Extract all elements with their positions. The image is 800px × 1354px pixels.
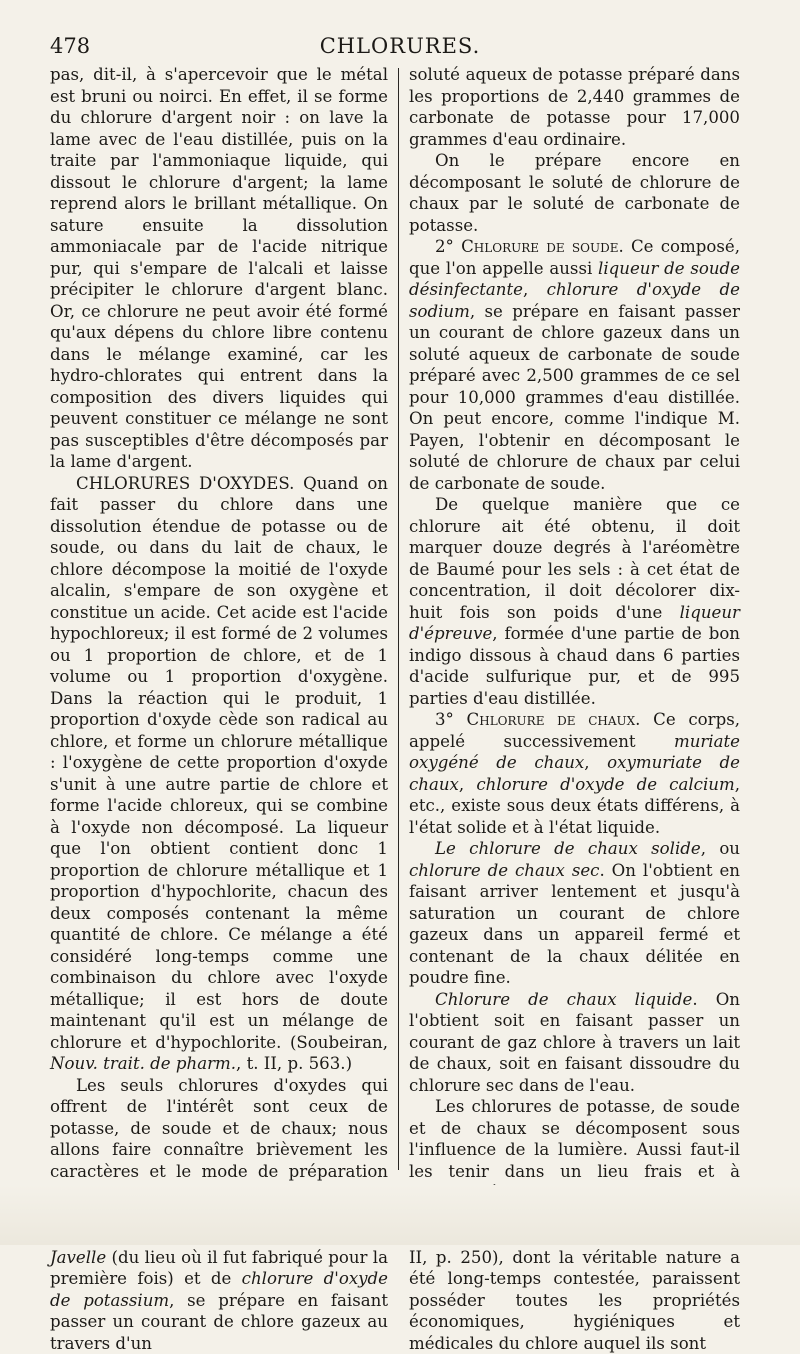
right-column — [409, 64, 740, 1214]
paragraph: Javelle (du lieu où il fut fabriqué pour la première fois) et de chlorure d'oxyde de potassium, se prépare en faisant passer un courant de chlore gazeux au travers d'un — [50, 1204, 388, 1354]
subsection-heading: Chlorure de chaux. — [467, 710, 641, 729]
paragraph: soluté aqueux de potasse préparé dans les proportions de 2,440 grammes de carbonate de potasse pour 17,000 grammes d'eau ordinaire. — [409, 64, 740, 150]
paragraph: CHLORURES D'OXYDES. Quand on fait passer du chlore dans une dissolution étendue de potasse ou de soude, ou dans du lait de chaux, le chlore décompose la moitié de l'oxyde alcalin, s'empare de son oxygène et constitue un acide. Cet acide est l'acide hypochloreux; il est formé de 2 volumes ou 1 proportion de chlore, et de 1 volume ou 1 proportion d'oxygène. Dans la réaction qui le produit, 1 proportion d'oxyde cède son radical au chlore, et forme un chlorure métallique : l'oxygène de cette proportion d'oxyde s'unit à une autre partie de chlore et forme l'acide chloreux, qui se combine à l'oxyde non décomposé. La liqueur que l'on obtient contient donc 1 proportion de chlorure métallique et 1 proportion d'hypochlorite, chacun des deux composés contenant la même quantité de chlore. Ce mélange a été considéré long-temps comme une combinaison du chlore avec l'oxyde métallique; il est hors de doute maintenant qu'il est un mélange de chlorure et d'hypochlorite. (Soubeiran, Nouv. trait. de pharm., t. II, p. 563.) — [50, 473, 388, 1075]
subsection-heading: Chlorure de soude. — [461, 237, 624, 256]
paragraph: On le prépare encore en décomposant le soluté de chlorure de chaux par le soluté de carbonate de potasse. — [409, 150, 740, 236]
paragraph: Le chlorure de chaux solide, ou chlorure de chaux sec. On l'obtient en faisant arriver lentement et jusqu'à saturation un courant de chlore gazeux dans un appareil fermé et contenant de la chaux délitée en poudre fine. — [409, 838, 740, 989]
left-column — [50, 64, 388, 1214]
running-title: CHLORURES. — [50, 34, 750, 58]
paragraph: II, p. 250), dont la véritable nature a été long-temps contestée, paraissent posséder toutes les propriétés économiques, hygiéniques et médicales du chlore auquel ils sont — [409, 1204, 740, 1354]
paragraph: De quelque manière que ce chlorure ait été obtenu, il doit marquer douze degrés à l'aréomètre de Baumé pour les sels : à cet état de concentration, il doit décolorer dix-huit fois son poids d'une liqueur d'épreuve, formée d'une partie de bon indigo dissous à chaud dans 6 parties d'acide sulfurique pur, et de 995 parties d'eau distillée. — [409, 494, 740, 709]
paragraph: 3° Chlorure de chaux. Ce corps, appelé successivement muriate oxygéné de chaux, oxymuriate de chaux, chlorure d'oxyde de calcium, etc., existe sous deux états différens, à l'état solide et à l'état liquide. — [409, 709, 740, 838]
section-heading: CHLORURES D'OXYDES. — [76, 474, 294, 493]
paragraph: Chlorure de chaux liquide. On l'obtient soit en faisant passer un courant de gaz chlore à travers un lait de chaux, soit en faisant dissoudre du chlorure sec dans de l'eau. — [409, 989, 740, 1097]
paragraph: Les chlorures de potasse, de soude et de chaux se décomposent sous l'influence de la lumière. Aussi faut-il les tenir dans un lieu frais et à — [409, 1096, 740, 1204]
paragraph: Les seuls chlorures d'oxydes qui offrent de l'intérêt sont ceux de potasse, de soude et de chaux; nous allons faire connaître brièvement les caractères et le mode de préparation — [50, 1075, 388, 1204]
page-bottom-margin — [0, 1185, 800, 1245]
page-number: 478 — [50, 34, 90, 58]
page-header — [50, 30, 750, 64]
column-rule — [398, 68, 399, 1170]
paragraph: 2° Chlorure de soude. Ce composé, que l'on appelle aussi liqueur de soude désinfectante, chlorure d'oxyde de sodium, se prépare en faisant passer un courant de chlore gazeux dans un soluté aqueux de carbonate de soude préparé avec 2,500 grammes de ce sel pour 10,000 grammes d'eau distillée. On peut encore, comme l'indique M. Payen, l'obtenir en décomposant le soluté de chlorure de chaux par celui de carbonate de soude. — [409, 236, 740, 494]
paragraph: pas, dit-il, à s'apercevoir que le métal est bruni ou noirci. En effet, il se forme du chlorure d'argent noir : on lave la lame avec de l'eau distillée, puis on la traite par l'ammoniaque liquide, qui dissout le chlorure d'argent; la lame reprend alors le brillant métallique. On sature ensuite la dissolution ammoniacale par de l'acide nitrique pur, qui s'empare de l'alcali et laisse précipiter le chlorure d'argent blanc. Or, ce chlorure ne peut avoir été formé qu'aux dépens du chlore libre contenu dans le mélange examiné, car les hydro-chlorates qui entrent dans la composition des divers liquides qui peuvent constituer ce mélange ne sont pas susceptibles d'être décomposés par la lame d'argent. — [50, 64, 388, 473]
